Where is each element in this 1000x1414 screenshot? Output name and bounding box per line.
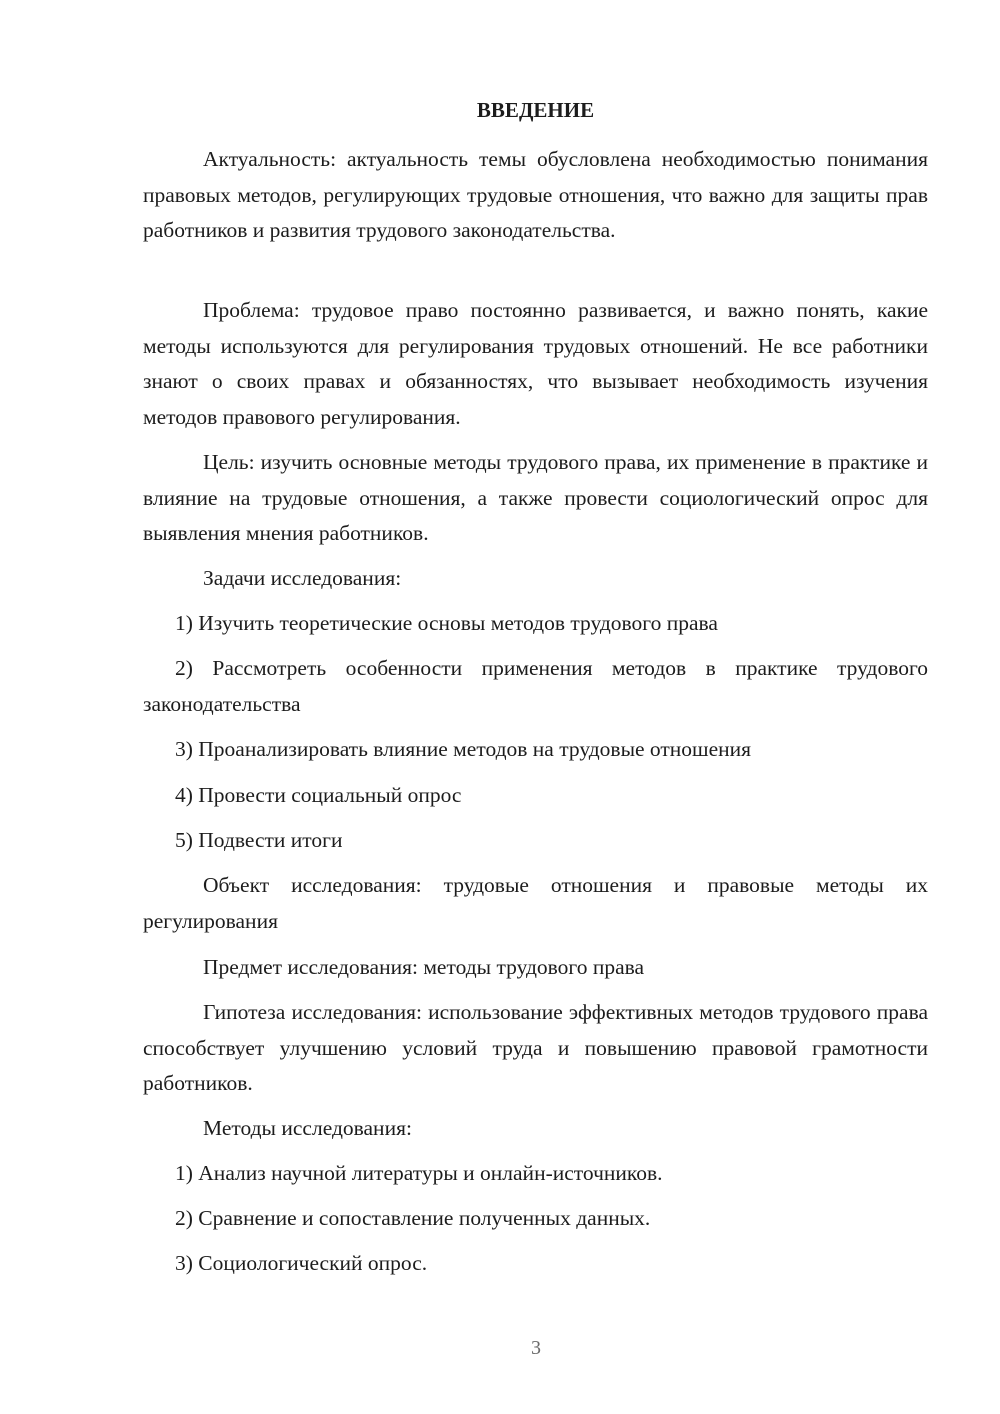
section-heading: ВВЕДЕНИЕ	[476, 98, 595, 122]
method-item-3: 3) Социологический опрос.	[175, 1251, 428, 1275]
hypothesis-paragraph: Гипотеза исследования: использование эффективных методов трудового права способствует улучшению условий труда и повышению правовой грамотности работников.	[143, 1000, 928, 1095]
method-item-2: 2) Сравнение и сопоставление полученных данных.	[175, 1206, 651, 1230]
relevance-paragraph: Актуальность: актуальность темы обусловлена необходимостью понимания правовых методов, регулирующих трудовые отношения, что важно для защиты прав работников и развития трудового законодательства.	[143, 147, 928, 242]
subject-paragraph: Предмет исследования: методы трудового права	[203, 955, 645, 979]
method-item-1: 1) Анализ научной литературы и онлайн-источников.	[175, 1161, 663, 1185]
task-item-5: 5) Подвести итоги	[175, 828, 343, 852]
page-number: 3	[531, 1337, 541, 1359]
goal-paragraph: Цель: изучить основные методы трудового права, их применение в практике и влияние на трудовые отношения, а также провести социологический опрос для выявления мнения работников.	[143, 450, 928, 545]
tasks-heading: Задачи исследования:	[203, 566, 402, 590]
task-item-1: 1) Изучить теоретические основы методов трудового права	[175, 611, 718, 635]
task-item-2: 2) Рассмотреть особенности применения методов в практике трудового законодательства	[143, 656, 928, 716]
methods-heading: Методы исследования:	[203, 1116, 412, 1140]
object-paragraph: Объект исследования: трудовые отношения и правовые методы их регулирования	[143, 873, 928, 933]
task-item-3: 3) Проанализировать влияние методов на трудовые отношения	[175, 737, 752, 761]
task-item-4: 4) Провести социальный опрос	[175, 783, 462, 807]
problem-paragraph: Проблема: трудовое право постоянно развивается, и важно понять, какие методы используются для регулирования трудовых отношений. Не все работники знают о своих правах и обязанностях, что вызывает необходимость изучения методов правового регулирования.	[143, 298, 928, 429]
